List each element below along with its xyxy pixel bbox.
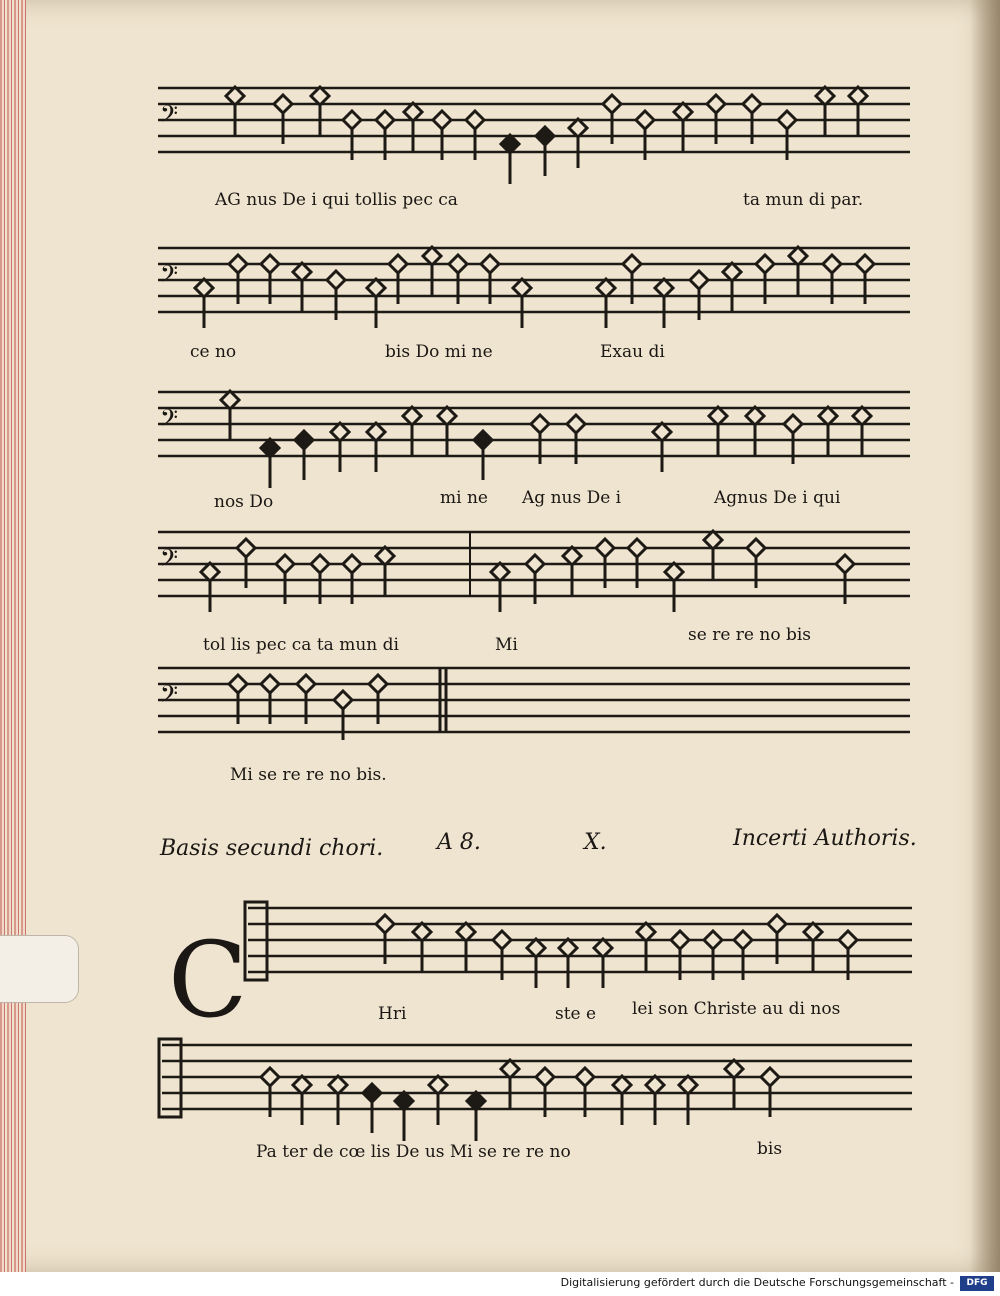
note-head <box>563 547 581 565</box>
note-head <box>297 675 315 693</box>
f-clef-glyph: 𝄢 <box>160 100 179 133</box>
note-head <box>628 539 646 557</box>
note-head <box>376 915 394 933</box>
note-head <box>501 135 519 153</box>
note-head <box>856 255 874 273</box>
note-head <box>527 939 545 957</box>
note-head <box>594 939 612 957</box>
note-head <box>343 111 361 129</box>
note-head <box>567 415 585 433</box>
note-head <box>743 95 761 113</box>
note-head <box>229 255 247 273</box>
note-head <box>449 255 467 273</box>
note-head <box>367 423 385 441</box>
note-head <box>596 539 614 557</box>
lyric-line-7: Pa ter de cœ lis De us Mi se re re no <box>256 1142 571 1162</box>
note-head <box>725 1060 743 1078</box>
note-head <box>761 1068 779 1086</box>
lyric-line-6a: Hri <box>378 1004 407 1024</box>
note-head <box>531 415 549 433</box>
note-head <box>569 119 587 137</box>
funding-credit: Digitalisierung gefördert durch die Deutsche Forschungsgemeinschaft - <box>560 1276 954 1289</box>
initial-letter: C <box>168 919 248 1041</box>
note-head <box>201 563 219 581</box>
part-heading: Basis secundi chori. <box>160 836 384 861</box>
note-head <box>343 555 361 573</box>
note-head <box>768 915 786 933</box>
note-head <box>237 539 255 557</box>
note-head <box>526 555 544 573</box>
note-head <box>429 1076 447 1094</box>
note-head <box>819 407 837 425</box>
note-head <box>653 423 671 441</box>
note-head <box>369 675 387 693</box>
note-head <box>709 407 727 425</box>
note-head <box>816 87 834 105</box>
note-head <box>413 923 431 941</box>
note-head <box>293 1076 311 1094</box>
note-head <box>395 1092 413 1110</box>
note-head <box>704 531 722 549</box>
author-heading: Incerti Authoris. <box>733 826 917 851</box>
note-head <box>623 255 641 273</box>
note-head <box>603 95 621 113</box>
lyric-line-6b: ste e <box>555 1004 597 1024</box>
note-head <box>376 111 394 129</box>
note-head <box>433 111 451 129</box>
note-head <box>637 923 655 941</box>
note-head <box>474 431 492 449</box>
f-clef-glyph: 𝄢 <box>160 544 179 577</box>
note-head <box>363 1084 381 1102</box>
note-head <box>501 1060 519 1078</box>
note-head <box>389 255 407 273</box>
note-head <box>671 931 689 949</box>
note-head <box>559 939 577 957</box>
note-head <box>491 563 509 581</box>
lyric-line-2b: bis Do mi ne <box>385 342 493 362</box>
note-head <box>853 407 871 425</box>
voice-count: A 8. <box>437 830 481 855</box>
note-head <box>849 87 867 105</box>
note-head <box>804 923 822 941</box>
note-head <box>665 563 683 581</box>
lyric-line-1b: ta mun di par. <box>743 190 864 210</box>
lyric-line-3d: Agnus De i qui <box>714 488 841 508</box>
note-head <box>423 247 441 265</box>
dfg-logo: DFG <box>960 1276 994 1291</box>
f-clef-glyph: 𝄢 <box>160 404 179 437</box>
note-head <box>784 415 802 433</box>
note-head <box>195 279 213 297</box>
note-head <box>613 1076 631 1094</box>
note-head <box>261 255 279 273</box>
note-head <box>438 407 456 425</box>
note-head <box>679 1076 697 1094</box>
note-head <box>690 271 708 289</box>
note-head <box>261 439 279 457</box>
note-head <box>704 931 722 949</box>
note-head <box>655 279 673 297</box>
lyric-line-4c: se re re no bis <box>688 625 812 645</box>
lyric-line-2a: ce no <box>190 342 237 362</box>
note-head <box>229 675 247 693</box>
lyric-line-4b: Mi <box>495 635 518 655</box>
lyric-line-3b: mi ne <box>440 488 488 508</box>
note-head <box>723 263 741 281</box>
note-head <box>293 263 311 281</box>
note-head <box>276 555 294 573</box>
note-head <box>331 423 349 441</box>
note-head <box>311 87 329 105</box>
note-head <box>747 539 765 557</box>
note-head <box>329 1076 347 1094</box>
paper-clip-tab <box>0 935 79 1003</box>
f-clef-glyph: 𝄢 <box>160 260 179 293</box>
note-head <box>295 431 313 449</box>
f-clef-glyph: 𝄢 <box>160 680 179 713</box>
note-head <box>493 931 511 949</box>
note-head <box>536 127 554 145</box>
note-head <box>404 103 422 121</box>
note-head <box>274 95 292 113</box>
lyric-line-3c: Ag nus De i <box>522 488 622 508</box>
note-head <box>376 547 394 565</box>
note-head <box>836 555 854 573</box>
note-head <box>261 675 279 693</box>
note-head <box>311 555 329 573</box>
note-head <box>327 271 345 289</box>
note-head <box>734 931 752 949</box>
note-head <box>636 111 654 129</box>
note-head <box>457 923 475 941</box>
note-head <box>261 1068 279 1086</box>
lyric-line-6c: lei son Christe au di nos <box>632 999 841 1019</box>
lyric-line-7b: bis <box>757 1139 783 1159</box>
note-head <box>707 95 725 113</box>
note-head <box>746 407 764 425</box>
note-head <box>367 279 385 297</box>
note-head <box>466 111 484 129</box>
note-head <box>467 1092 485 1110</box>
note-head <box>674 103 692 121</box>
note-head <box>778 111 796 129</box>
note-head <box>646 1076 664 1094</box>
lyric-line-1a: AG nus De i qui tollis pec ca <box>215 190 458 210</box>
lyric-line-2c: Exau di <box>600 342 665 362</box>
lyric-line-4a: tol lis pec ca ta mun di <box>203 635 399 655</box>
lyric-line-5: Mi se re re no bis. <box>230 765 387 785</box>
lyric-line-3a: nos Do <box>214 492 274 512</box>
note-head <box>789 247 807 265</box>
note-head <box>536 1068 554 1086</box>
piece-number: X. <box>584 830 607 855</box>
note-head <box>597 279 615 297</box>
note-head <box>839 931 857 949</box>
note-head <box>481 255 499 273</box>
note-head <box>221 391 239 409</box>
note-head <box>513 279 531 297</box>
note-head <box>226 87 244 105</box>
footer-bar <box>0 1272 1000 1296</box>
note-head <box>823 255 841 273</box>
note-head <box>756 255 774 273</box>
note-head <box>334 691 352 709</box>
note-head <box>576 1068 594 1086</box>
note-head <box>403 407 421 425</box>
